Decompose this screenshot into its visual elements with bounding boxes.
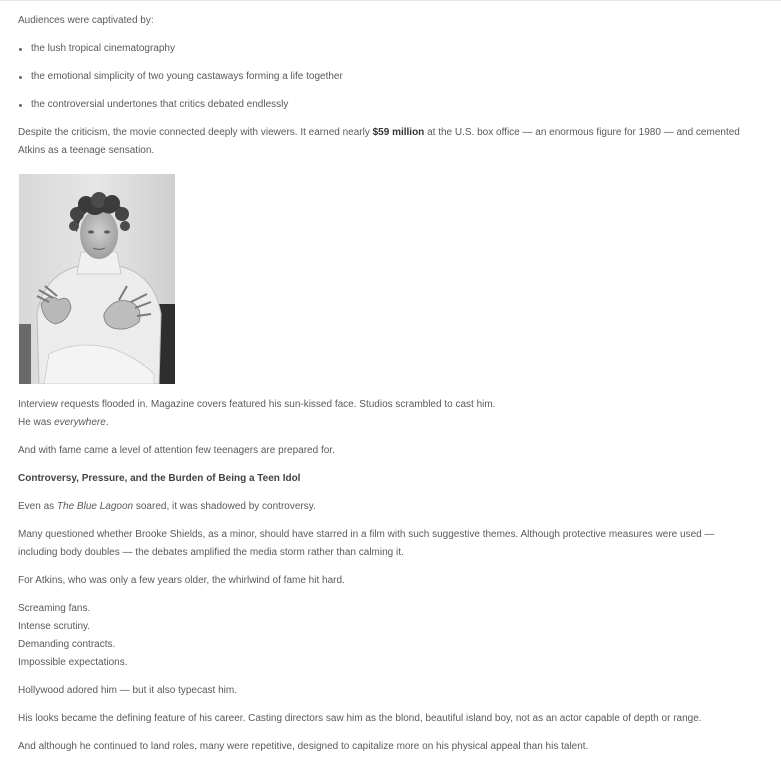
pressure-line: Intense scrutiny. xyxy=(18,621,91,632)
looks-paragraph: His looks became the defining feature of his career. Casting directors saw him as the blond, beautiful island boy, not as an actor capable of depth or range. xyxy=(18,713,702,724)
controversy-text-start: Even as xyxy=(18,501,57,512)
pressure-line: Demanding contracts. xyxy=(18,639,116,650)
whirlwind-paragraph: For Atkins, who was only a few years older, the whirlwind of fame hit hard. xyxy=(18,575,345,586)
interview-emphasis: everywhere xyxy=(54,417,106,428)
interview-line-2-start: He was xyxy=(18,417,55,428)
pressures-paragraph xyxy=(18,600,743,672)
pressure-line: Impossible expectations. xyxy=(18,657,128,668)
shields-paragraph: Many questioned whether Brooke Shields, as a minor, should have starred in a film with such suggestive themes. Although protective measures were used — including body doubles — the debates amplified the media storm rather than calming it. xyxy=(18,529,715,558)
box-office-paragraph xyxy=(18,124,743,160)
typecast-paragraph: Hollywood adored him — but it also typecast him. xyxy=(18,685,237,696)
atkins-portrait-photo xyxy=(19,174,175,384)
box-office-text-start: Despite the criticism, the movie connected deeply with viewers. It earned nearly xyxy=(18,127,373,138)
controversy-text-end: soared, it was shadowed by controversy. xyxy=(133,501,316,512)
pressure-line: Screaming fans. xyxy=(18,603,91,614)
intro-paragraph: Audiences were captivated by: xyxy=(18,15,154,26)
roles-paragraph: And although he continued to land roles, many were repetitive, designed to capitalize more on his physical appeal than his talent. xyxy=(18,741,589,752)
captivation-list xyxy=(18,40,343,124)
controversy-paragraph xyxy=(18,498,743,516)
section-heading: Controversy, Pressure, and the Burden of Being a Teen Idol xyxy=(18,473,301,484)
film-title: The Blue Lagoon xyxy=(56,501,134,512)
box-office-amount: $59 million xyxy=(372,127,425,138)
list-item: the emotional simplicity of two young castaways forming a life together xyxy=(18,68,343,86)
fame-paragraph: And with fame came a level of attention few teenagers are prepared for. xyxy=(18,445,335,456)
list-item: the controversial undertones that critics debated endlessly xyxy=(18,96,343,114)
interview-line-2-end: . xyxy=(105,417,109,428)
interview-line-1: Interview requests flooded in. Magazine covers featured his sun-kissed face. Studios scrambled to cast him. xyxy=(18,399,496,410)
list-item: the lush tropical cinematography xyxy=(18,40,343,58)
box-office-text-end: at the U.S. box office — an enormous figure for 1980 — and cemented Atkins as a teenage sensation. xyxy=(18,127,740,156)
interview-paragraph xyxy=(18,396,743,432)
